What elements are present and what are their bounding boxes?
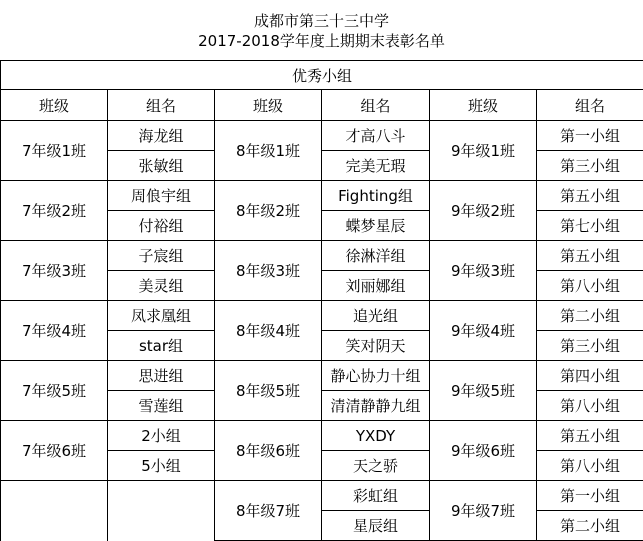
table-row xyxy=(1,301,643,331)
group-cell: 第二小组 xyxy=(537,301,643,331)
column-header-class: 班级 xyxy=(1,90,108,121)
class-cell: 7年级3班 xyxy=(1,241,108,301)
class-cell: 9年级3班 xyxy=(430,241,537,301)
class-cell: 7年级5班 xyxy=(1,361,108,421)
class-cell: 9年级2班 xyxy=(430,181,537,241)
group-cell: 第一小组 xyxy=(537,121,643,151)
group-cell: 第四小组 xyxy=(537,361,643,391)
group-cell: 才高八斗 xyxy=(322,121,430,151)
header-row xyxy=(1,90,643,121)
group-cell: 张敏组 xyxy=(108,151,215,181)
group-cell: 海龙组 xyxy=(108,121,215,151)
group-cell: 星辰组 xyxy=(322,511,430,541)
column-header-group: 组名 xyxy=(108,90,215,121)
group-cell: 子宸组 xyxy=(108,241,215,271)
group-cell: 刘丽娜组 xyxy=(322,271,430,301)
group-cell: 第三小组 xyxy=(537,331,643,361)
table-row xyxy=(1,181,643,211)
group-cell xyxy=(108,481,215,511)
class-cell: 8年级5班 xyxy=(215,361,322,421)
table-row xyxy=(1,241,643,271)
group-cell: 笑对阴天 xyxy=(322,331,430,361)
class-cell: 7年级1班 xyxy=(1,121,108,181)
group-cell: 第三小组 xyxy=(537,151,643,181)
class-cell: 8年级3班 xyxy=(215,241,322,301)
group-cell: 2小组 xyxy=(108,421,215,451)
group-cell: 徐淋洋组 xyxy=(322,241,430,271)
class-cell: 9年级1班 xyxy=(430,121,537,181)
class-cell: 8年级2班 xyxy=(215,181,322,241)
class-cell: 8年级7班 xyxy=(215,481,322,541)
column-header-class: 班级 xyxy=(430,90,537,121)
group-cell: 蝶梦星辰 xyxy=(322,211,430,241)
table-row xyxy=(1,421,643,451)
class-cell: 9年级5班 xyxy=(430,361,537,421)
group-cell: 第七小组 xyxy=(537,211,643,241)
class-cell: 8年级1班 xyxy=(215,121,322,181)
column-header-group: 组名 xyxy=(537,90,643,121)
class-cell xyxy=(1,481,108,541)
class-cell: 9年级6班 xyxy=(430,421,537,481)
section-title: 优秀小组 xyxy=(1,61,643,90)
class-cell: 7年级6班 xyxy=(1,421,108,481)
group-cell: 彩虹组 xyxy=(322,481,430,511)
group-cell: 清清静静九组 xyxy=(322,391,430,421)
class-cell: 9年级7班 xyxy=(430,481,537,541)
group-cell: 完美无瑕 xyxy=(322,151,430,181)
group-cell: 第八小组 xyxy=(537,451,643,481)
group-cell: 付裕组 xyxy=(108,211,215,241)
group-cell: 第八小组 xyxy=(537,271,643,301)
group-cell: 5小组 xyxy=(108,451,215,481)
class-cell: 7年级4班 xyxy=(1,301,108,361)
class-cell: 8年级6班 xyxy=(215,421,322,481)
group-cell: 美灵组 xyxy=(108,271,215,301)
column-header-class: 班级 xyxy=(215,90,322,121)
table-row xyxy=(1,121,643,151)
list-subtitle: 2017-2018学年度上期期末表彰名单 xyxy=(198,32,445,50)
award-table xyxy=(0,60,643,541)
group-cell: 第八小组 xyxy=(537,391,643,421)
group-cell xyxy=(108,511,215,541)
group-cell: 思进组 xyxy=(108,361,215,391)
group-cell: 静心协力十组 xyxy=(322,361,430,391)
table-row xyxy=(1,361,643,391)
group-cell: star组 xyxy=(108,331,215,361)
table-row xyxy=(1,481,643,511)
group-cell: 追光组 xyxy=(322,301,430,331)
group-cell: 雪莲组 xyxy=(108,391,215,421)
group-cell: 第一小组 xyxy=(537,481,643,511)
group-cell: 天之骄 xyxy=(322,451,430,481)
class-cell: 7年级2班 xyxy=(1,181,108,241)
class-cell: 8年级4班 xyxy=(215,301,322,361)
group-cell: Fighting组 xyxy=(322,181,430,211)
group-cell: 周俍宇组 xyxy=(108,181,215,211)
group-cell: 第五小组 xyxy=(537,241,643,271)
class-cell: 9年级4班 xyxy=(430,301,537,361)
group-cell: 凤求凰组 xyxy=(108,301,215,331)
column-header-group: 组名 xyxy=(322,90,430,121)
group-cell: 第二小组 xyxy=(537,511,643,541)
group-cell: YXDY xyxy=(322,421,430,451)
group-cell: 第五小组 xyxy=(537,181,643,211)
group-cell: 第五小组 xyxy=(537,421,643,451)
school-title: 成都市第三十三中学 xyxy=(253,12,389,30)
